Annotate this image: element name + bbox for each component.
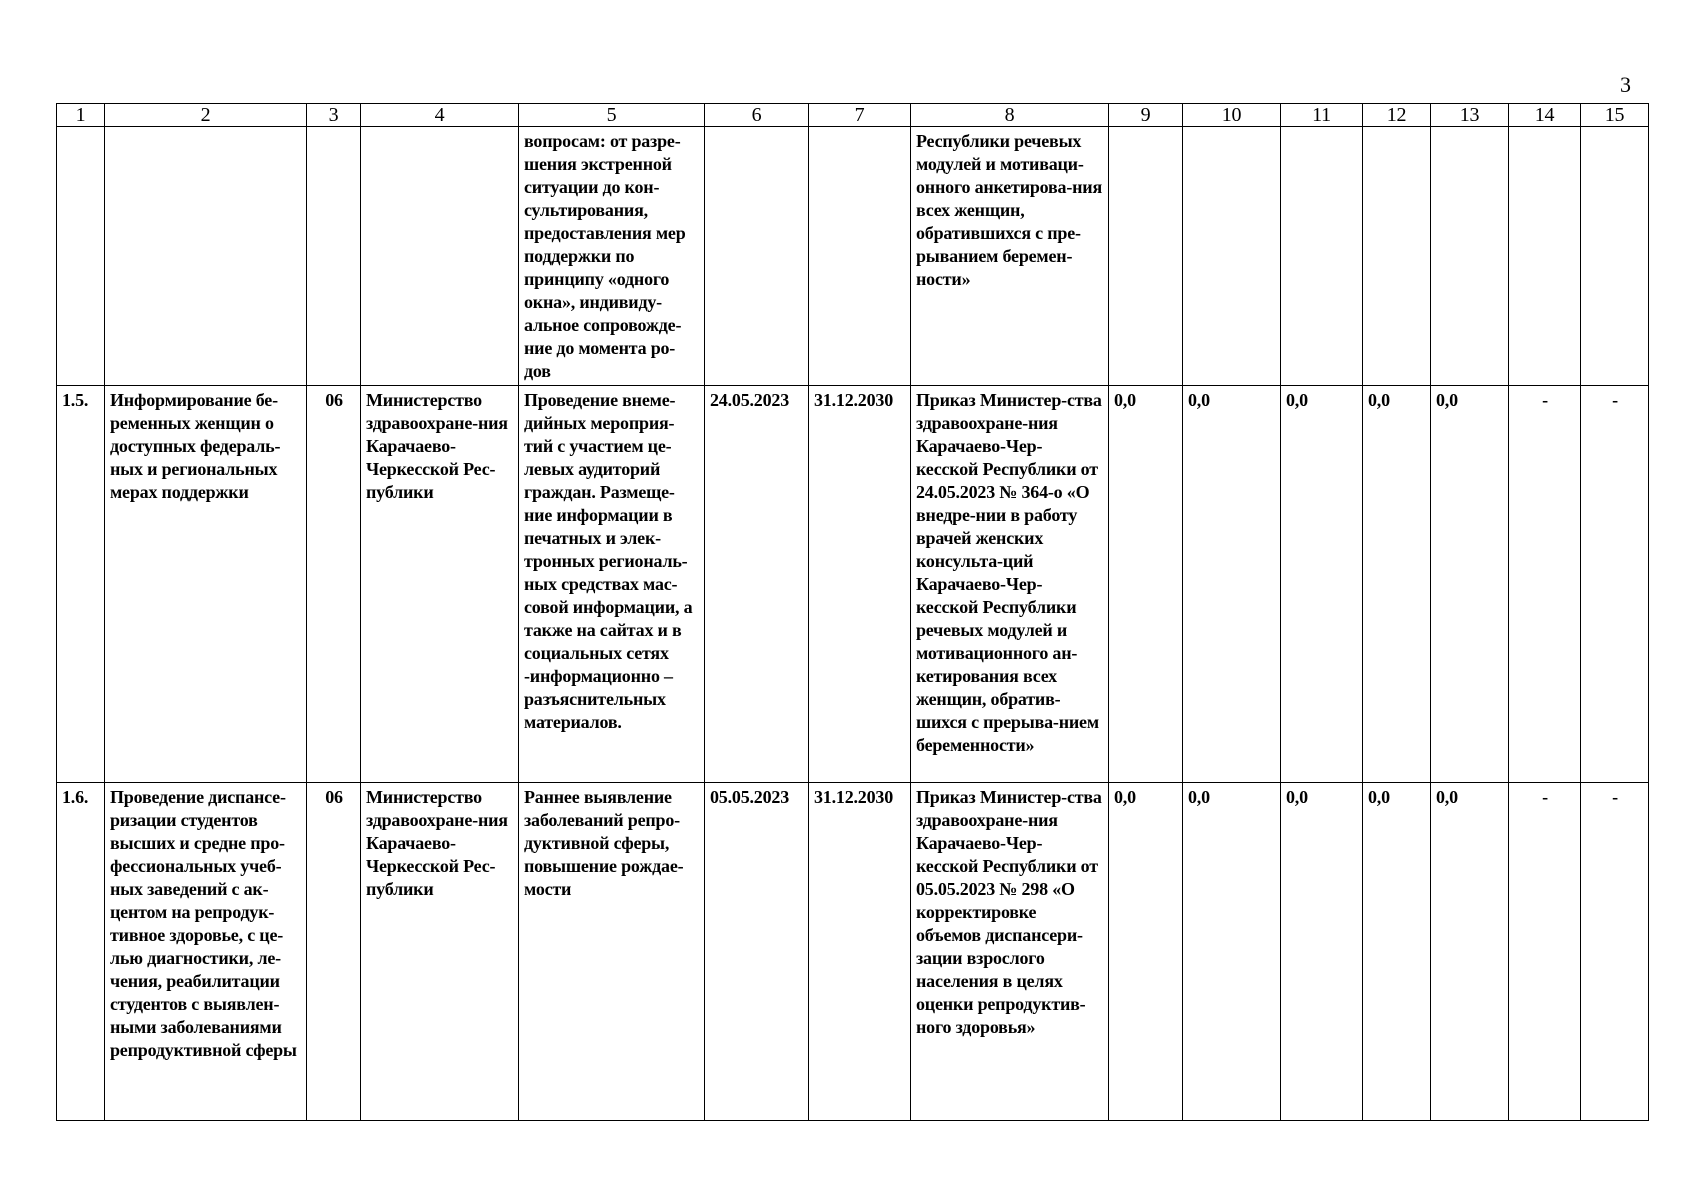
cell-item-number [57,127,105,386]
cell-start-date: 24.05.2023 [705,386,809,783]
column-number: 13 [1431,104,1509,127]
cell-executor [361,127,519,386]
cell-value [1581,127,1649,386]
cell-document: Приказ Министер-ства здравоохране-ния Карачаево-Чер-кесской Республики от 24.05.2023 № 364-о «О внедре-нии в работу врачей женских консульта-ций Карачаево-Чер-кесской Республики речевых модулей и мотивационного ан-кетирования всех женщин, обратив-шихся с прерыва-нием беременности» [911,386,1109,783]
cell-measure-name: Информирование бе-ременных женщин о доступных федераль-ных и региональных мерах поддержки [105,386,307,783]
cell-value: - [1509,783,1581,1121]
cell-end-date: 31.12.2030 [809,386,911,783]
column-number: 4 [361,104,519,127]
cell-value [1109,127,1183,386]
column-number: 14 [1509,104,1581,127]
page-number: 3 [1620,72,1631,97]
column-number: 11 [1281,104,1363,127]
cell-code [307,127,361,386]
cell-measure-name [105,127,307,386]
column-number: 6 [705,104,809,127]
cell-executor: Министерство здравоохране-ния Карачаево-Черкесской Рес-публики [361,783,519,1121]
column-number: 2 [105,104,307,127]
cell-expected-result: вопросам: от разре-шения экстренной ситуации до кон-сультирования, предоставления мер поддержки по принципу «одного окна», индивиду-альное сопровожде-ние до момента ро-дов [519,127,705,386]
column-number: 15 [1581,104,1649,127]
cell-item-number: 1.6. [57,783,105,1121]
table-row-1-5 [57,386,1649,783]
cell-end-date [809,127,911,386]
table-row-continuation [57,127,1649,386]
measures-table [56,103,1649,1121]
cell-document: Приказ Министер-ства здравоохране-ния Карачаево-Чер-кесской Республики от 05.05.2023 № 298 «О корректировке объемов диспансери-зации взрослого населения в целях оценки репродуктив-ного здоровья» [911,783,1109,1121]
column-number: 12 [1363,104,1431,127]
cell-value: 0,0 [1109,783,1183,1121]
cell-value [1281,127,1363,386]
cell-value: 0,0 [1281,783,1363,1121]
cell-value: 0,0 [1109,386,1183,783]
table-row-1-6 [57,783,1649,1121]
cell-value: 0,0 [1431,386,1509,783]
cell-value: 0,0 [1431,783,1509,1121]
cell-expected-result: Раннее выявление заболеваний репро-дуктивной сферы, повышение рождае-мости [519,783,705,1121]
column-number: 5 [519,104,705,127]
cell-document: Республики речевых модулей и мотиваци-онного анкетирова-ния всех женщин, обратившихся с пре-рыванием беремен-ности» [911,127,1109,386]
column-number: 1 [57,104,105,127]
cell-value [1431,127,1509,386]
cell-start-date: 05.05.2023 [705,783,809,1121]
cell-value: 0,0 [1183,783,1281,1121]
cell-measure-name: Проведение диспансе-ризации студентов высших и средне про-фессиональных учеб-ных заведений с ак-центом на репродук-тивное здоровье, с це-лью диагностики, ле-чения, реабилитации студентов с выявлен-ными заболеваниями репродуктивной сферы [105,783,307,1121]
cell-value: - [1581,386,1649,783]
cell-end-date: 31.12.2030 [809,783,911,1121]
cell-value: 0,0 [1363,783,1431,1121]
cell-value: 0,0 [1281,386,1363,783]
cell-start-date [705,127,809,386]
column-number: 7 [809,104,911,127]
cell-code: 06 [307,783,361,1121]
cell-value [1509,127,1581,386]
cell-code: 06 [307,386,361,783]
cell-value: - [1581,783,1649,1121]
column-number: 8 [911,104,1109,127]
cell-value: 0,0 [1363,386,1431,783]
cell-expected-result: Проведение внеме-дийных мероприя-тий с участием це-левых аудиторий граждан. Размеще-ние информации в печатных и элек-тронных региональ-ных средствах мас-совой информации, а также на сайтах и в социальных сетях -информационно – разъяснительных материалов. [519,386,705,783]
cell-value [1363,127,1431,386]
cell-value: 0,0 [1183,386,1281,783]
column-number-row [57,104,1649,127]
column-number: 9 [1109,104,1183,127]
column-number: 10 [1183,104,1281,127]
cell-value: - [1509,386,1581,783]
cell-value [1183,127,1281,386]
column-number: 3 [307,104,361,127]
cell-item-number: 1.5. [57,386,105,783]
cell-executor: Министерство здравоохране-ния Карачаево-Черкесской Рес-публики [361,386,519,783]
